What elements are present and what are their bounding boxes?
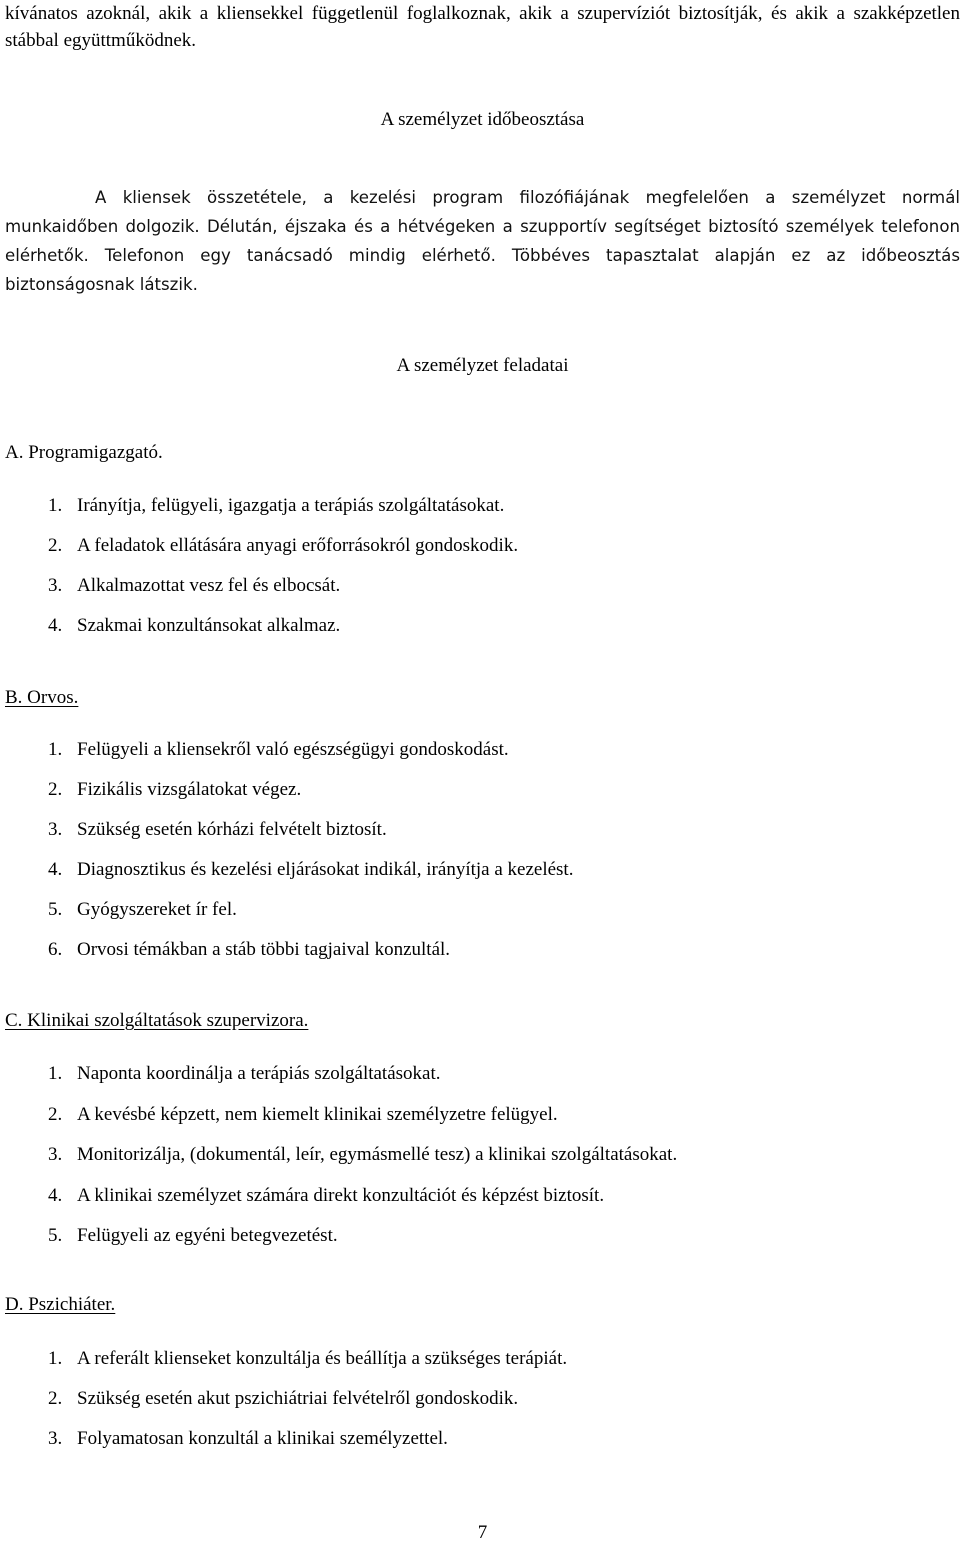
item-text: Gyógyszereket ír fel. bbox=[77, 899, 237, 920]
list-item bbox=[5, 1062, 677, 1103]
item-text: Folyamatosan konzultál a klinikai személyzettel. bbox=[77, 1428, 448, 1449]
list-item bbox=[5, 534, 518, 574]
item-number: 4. bbox=[48, 615, 63, 636]
schedule-title: A személyzet időbeosztása bbox=[380, 109, 585, 130]
item-text: Irányítja, felügyeli, igazgatja a terápiás szolgáltatásokat. bbox=[77, 495, 505, 516]
schedule-paragraph: A kliensek összetétele, a kezelési program filozófiájának megfelelően a személyzet normál munkaidőben dolgozik. Délután, éjszaka és a hétvégeken a szupportív segítséget biztosító személyek telefonon elérhetők. Telefonon egy tanácsadó mindig elérhető. Többéves tapasztalat alapján ez az időbeosztás biztonságosnak látszik. bbox=[5, 188, 960, 294]
list-item bbox=[5, 1224, 677, 1265]
item-number: 2. bbox=[48, 535, 63, 556]
list-item bbox=[5, 1103, 677, 1144]
intro-paragraph: kívánatos azoknál, akik a kliensekkel függetlenül foglalkoznak, akik a szupervíziót biztosítják, és akik a szakképzetlen stábbal együttműködnek. bbox=[5, 3, 960, 51]
list-item bbox=[5, 1184, 677, 1225]
item-number: 4. bbox=[48, 859, 63, 880]
list-item bbox=[5, 494, 518, 534]
item-number: 1. bbox=[48, 495, 63, 516]
list-item bbox=[5, 1347, 567, 1387]
list-item bbox=[5, 1387, 567, 1427]
item-text: Szükség esetén akut pszichiátriai felvételről gondoskodik. bbox=[77, 1388, 519, 1409]
item-number: 3. bbox=[48, 575, 63, 596]
section-heading-a: A. Programigazgató. bbox=[5, 442, 163, 463]
section-heading-c: C. Klinikai szolgáltatások szupervizora. bbox=[5, 1010, 309, 1031]
section-list-c bbox=[5, 1062, 677, 1265]
item-text: Szakmai konzultánsokat alkalmaz. bbox=[77, 615, 341, 636]
item-number: 2. bbox=[48, 779, 63, 800]
item-number: 3. bbox=[48, 819, 63, 840]
section-heading-d: D. Pszichiáter. bbox=[5, 1294, 116, 1315]
item-number: 5. bbox=[48, 899, 63, 920]
item-number: 2. bbox=[48, 1103, 63, 1125]
item-text: Felügyeli a kliensekről való egészségügyi gondoskodást. bbox=[77, 739, 509, 760]
section-list-a bbox=[5, 494, 518, 654]
item-number: 6. bbox=[48, 939, 63, 960]
item-number: 4. bbox=[48, 1184, 63, 1206]
list-item bbox=[5, 938, 573, 978]
list-item bbox=[5, 738, 573, 778]
item-text: A kevésbé képzett, nem kiemelt klinikai személyzetre felügyel. bbox=[77, 1103, 558, 1125]
item-number: 3. bbox=[48, 1428, 63, 1449]
item-text: Szükség esetén kórházi felvételt biztosít. bbox=[77, 819, 387, 840]
duties-title: A személyzet feladatai bbox=[396, 355, 569, 376]
list-item bbox=[5, 778, 573, 818]
item-text: Felügyeli az egyéni betegvezetést. bbox=[77, 1225, 338, 1246]
document-page bbox=[5, 0, 960, 1543]
item-number: 1. bbox=[48, 1348, 63, 1369]
item-text: Fizikális vizsgálatokat végez. bbox=[77, 779, 302, 800]
list-item bbox=[5, 574, 518, 614]
section-list-d bbox=[5, 1347, 567, 1467]
item-text: A referált klienseket konzultálja és beállítja a szükséges terápiát. bbox=[77, 1348, 568, 1369]
list-item bbox=[5, 1143, 677, 1184]
item-number: 5. bbox=[48, 1225, 63, 1246]
item-number: 1. bbox=[48, 1063, 63, 1084]
page-number: 7 bbox=[477, 1522, 488, 1543]
list-item bbox=[5, 898, 573, 938]
list-item bbox=[5, 1427, 567, 1467]
item-number: 2. bbox=[48, 1388, 63, 1409]
section-heading-b: B. Orvos. bbox=[5, 687, 79, 708]
item-number: 1. bbox=[48, 739, 63, 760]
list-item bbox=[5, 818, 573, 858]
list-item bbox=[5, 858, 573, 898]
section-list-b bbox=[5, 738, 573, 978]
item-text: Orvosi témákban a stáb többi tagjaival konzultál. bbox=[77, 939, 451, 960]
item-text: Monitorizálja, (dokumentál, leír, egymásmellé tesz) a klinikai szolgáltatásokat. bbox=[77, 1144, 678, 1165]
item-text: A feladatok ellátására anyagi erőforrásokról gondoskodik. bbox=[77, 535, 519, 556]
item-text: Alkalmazottat vesz fel és elbocsát. bbox=[77, 575, 341, 596]
item-text: A klinikai személyzet számára direkt konzultációt és képzést biztosít. bbox=[77, 1184, 605, 1206]
item-text: Diagnosztikus és kezelési eljárásokat indikál, irányítja a kezelést. bbox=[77, 859, 574, 880]
item-number: 3. bbox=[48, 1144, 63, 1165]
item-text: Naponta koordinálja a terápiás szolgáltatásokat. bbox=[77, 1063, 441, 1084]
list-item bbox=[5, 614, 518, 654]
